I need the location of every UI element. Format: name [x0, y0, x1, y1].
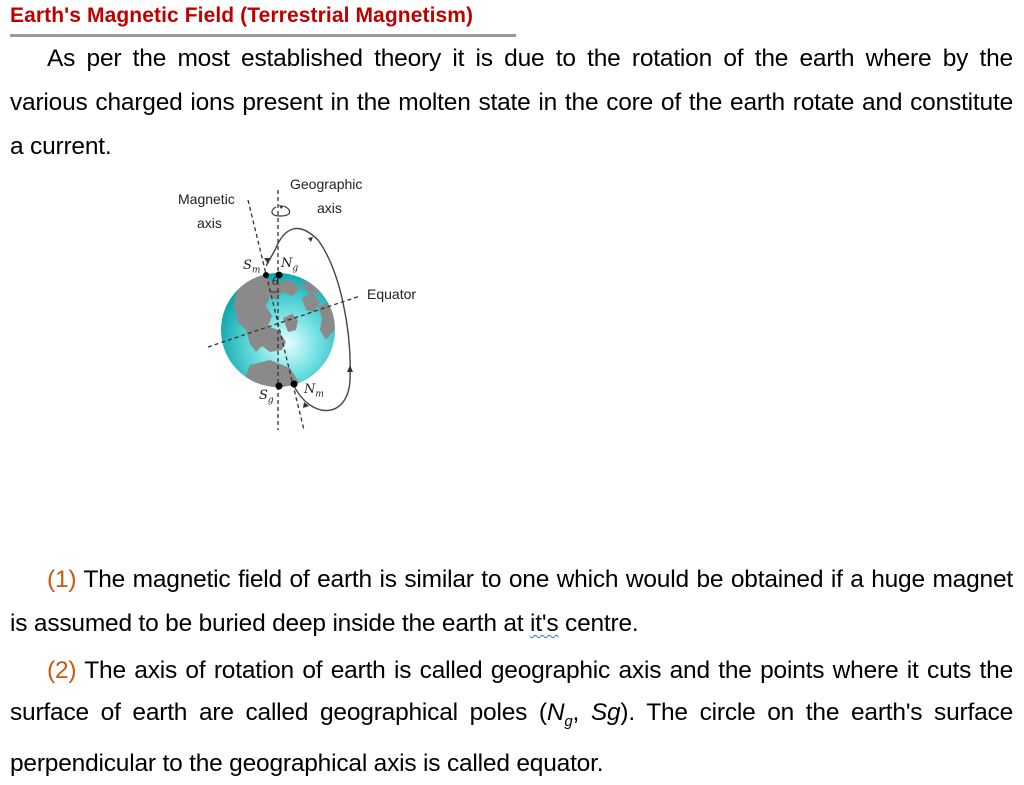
point-2-paragraph: (2) The axis of rotation of earth is called geographic axis and the points where it cuts the surface of earth are called geographical poles ($N_g$, Sg). The circle on the earth's surface perpendicular to the geographical axis is called equator.: [10, 657, 1013, 777]
sm-pole-dot: [263, 272, 269, 278]
nm-pole-dot: [291, 381, 298, 388]
magnetic-axis-label-line1: Magnetic: [178, 191, 235, 207]
point-1-number: (1): [47, 566, 77, 593]
intro-paragraph: [10, 37, 1013, 169]
sg-label: $S_g$: [259, 388, 274, 406]
point-1-paragraph: (1) The magnetic field of earth is similar to one which would be obtained if a huge magnet is assumed to be buried deep inside the earth at it's centre.: [10, 566, 1013, 637]
sg-pole-dot: [276, 383, 283, 390]
ng-label: $N_g$: [281, 256, 299, 274]
earth-magnetic-field-diagram: [170, 170, 440, 440]
theta-label: θ: [272, 275, 279, 288]
spellcheck-flagged-word[interactable]: it's: [530, 610, 559, 637]
point-2-number: (2): [47, 657, 77, 684]
sm-label: $S_m$: [243, 258, 261, 276]
nm-label: $N_m$: [304, 382, 324, 400]
magnetic-axis-label-line2: axis: [197, 215, 222, 231]
intro-text: As per the most established theory it is due to the rotation of the earth where by the various charged ions present in the molten state in the core of the earth rotate and constitute a current.: [10, 45, 1013, 160]
equator-label: Equator: [367, 286, 417, 302]
geographic-axis-label-line1: Geographic: [290, 176, 363, 192]
page-title: Earth's Magnetic Field (Terrestrial Magnetism): [10, 4, 474, 27]
geographic-axis-label-line2: axis: [317, 200, 342, 216]
